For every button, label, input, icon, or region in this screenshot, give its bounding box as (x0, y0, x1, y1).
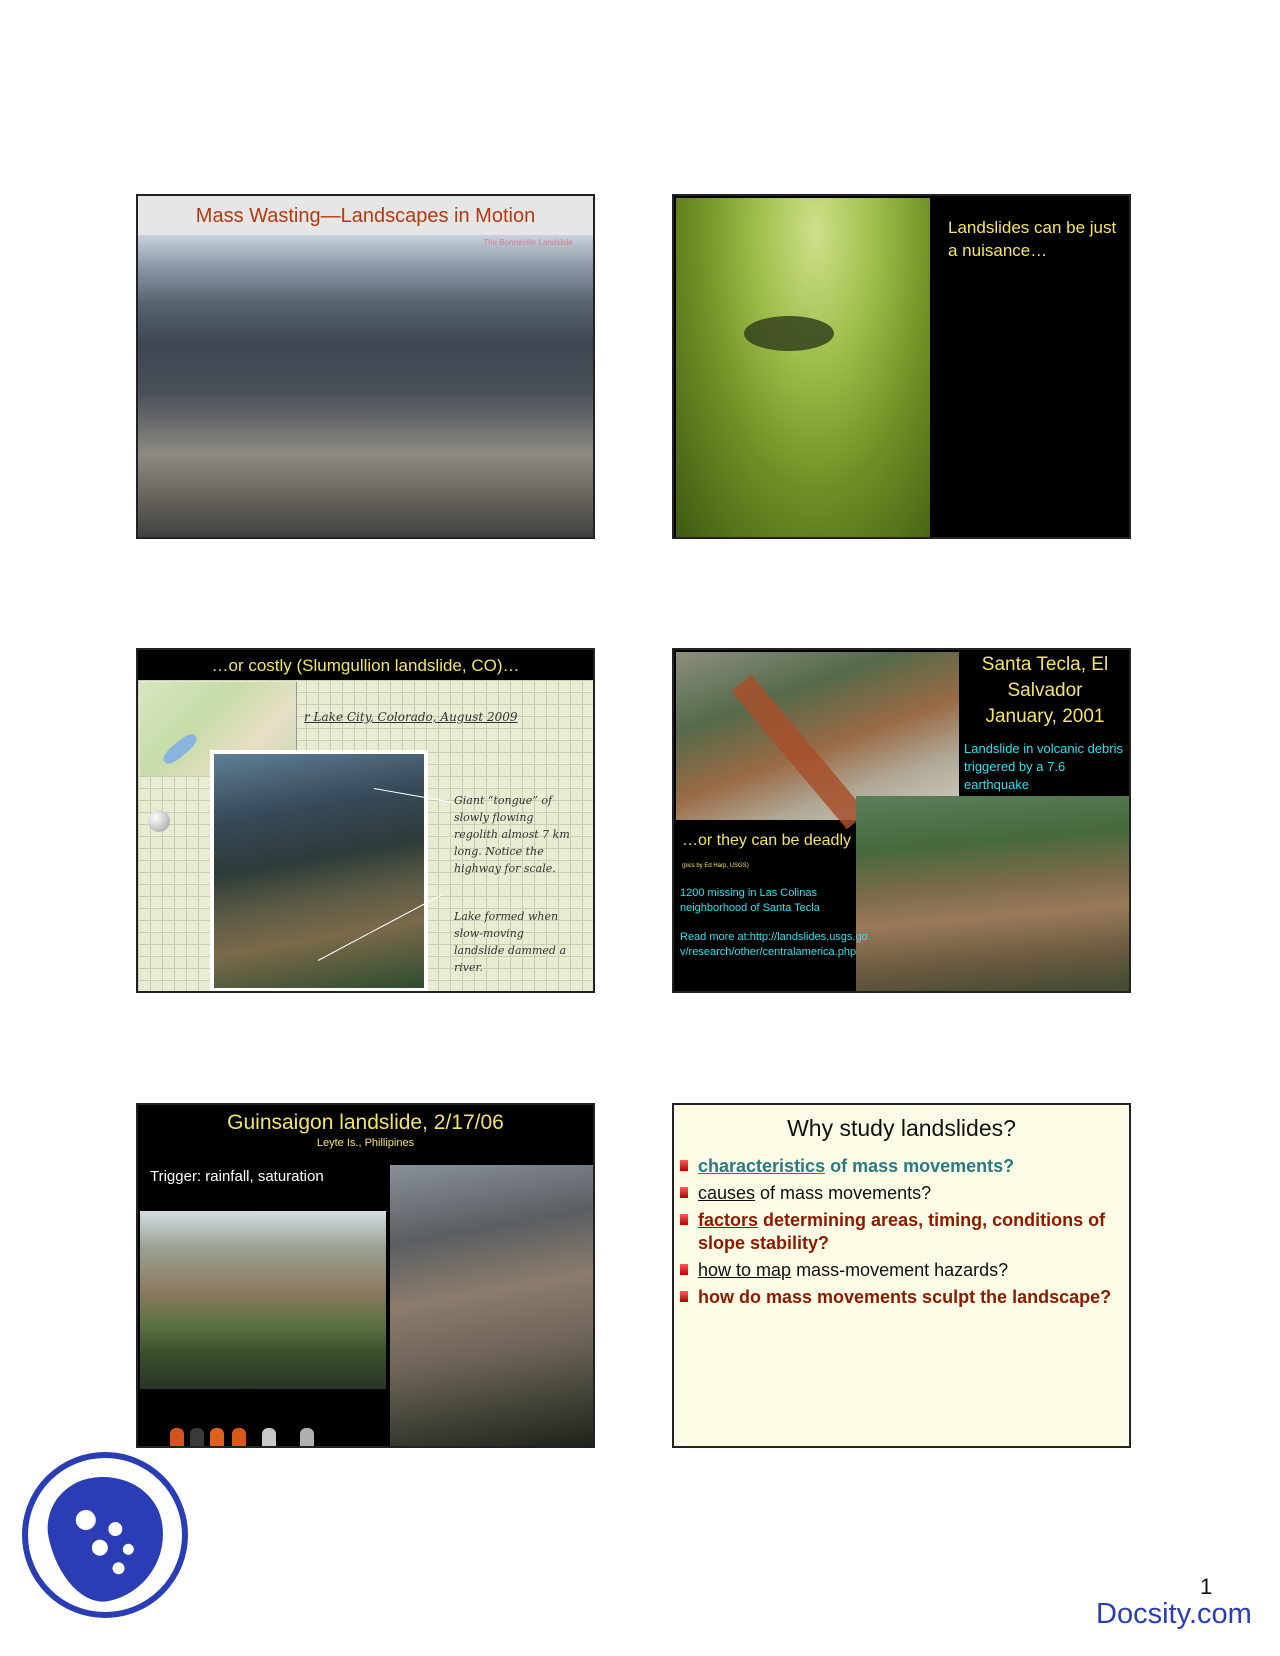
landslide-streak (731, 675, 867, 830)
people-group (170, 1426, 320, 1448)
aerial-landslide-photo (138, 235, 593, 539)
deadly-caption (682, 830, 862, 877)
bullet-icon (680, 1214, 688, 1225)
slide-nuisance (672, 194, 1131, 539)
docsity-logo-icon[interactable] (22, 1452, 188, 1618)
list-item (678, 1182, 1118, 1205)
bullet-icon (680, 1264, 688, 1275)
slide-santa-tecla (672, 648, 1131, 993)
pushpin-icon (148, 810, 170, 832)
photo-credit: The Bonneville Landslide (483, 238, 573, 247)
list-text: determining areas, timing, conditions of slope stability? (698, 1210, 1106, 1253)
trigger-caption: Trigger: rainfall, saturation (150, 1168, 324, 1185)
guinsaigon-mountain-photo (390, 1165, 595, 1448)
list-link[interactable]: how to map (698, 1260, 792, 1280)
reasons-list (678, 1155, 1118, 1313)
slump-scar (744, 316, 834, 351)
deadly-text: …or they can be deadly (682, 832, 851, 849)
landslide-scarp-photo (856, 796, 1131, 993)
slide-title: …or costly (Slumgullion landslide, CO)… (211, 656, 520, 675)
date-title: January, 2001 (985, 706, 1105, 727)
list-link[interactable]: causes (698, 1183, 756, 1203)
slide-text: Landslides can be just a nuisance… (948, 218, 1117, 260)
bullet-icon (680, 1187, 688, 1198)
slide-title: Mass Wasting—Landscapes in Motion (195, 205, 536, 227)
bullet-icon (680, 1160, 688, 1171)
handwritten-note-tongue: Giant “tongue” of slowly flowing regolith almost 7 km long. Notice the highway for scale. (454, 794, 570, 875)
list-item (678, 1286, 1118, 1309)
page-number: 1 (1200, 1574, 1213, 1599)
list-text: of mass movements? (755, 1183, 932, 1203)
bullet-icon (680, 1291, 688, 1302)
slide-subtitle: Leyte Is., Phillipines (316, 1137, 415, 1149)
slumgullion-aerial-photo (210, 750, 428, 992)
slide-title: Why study landslides? (787, 1115, 1016, 1141)
slide-title: Guinsaigon landslide, 2/17/06 (227, 1111, 504, 1134)
guinsaigon-people-photo (140, 1211, 386, 1389)
list-link[interactable]: characteristics (698, 1156, 826, 1176)
photo-credit: (pics by Ed Harp, USGS) (682, 863, 749, 869)
location-title: Santa Tecla, El Salvador (981, 654, 1109, 701)
docsity-brand-link[interactable]: Docsity.com (1096, 1598, 1252, 1630)
slide-why-study (672, 1103, 1131, 1448)
map-caption: r Lake City, Colorado, August 2009 (304, 710, 518, 724)
map-lake (160, 731, 200, 767)
missing-caption: 1200 missing in Las Colinas neighborhood of Santa Tecla (680, 887, 820, 914)
slide-slumgullion (136, 648, 595, 993)
list-item (678, 1259, 1118, 1282)
list-text: of mass movements? (825, 1156, 1015, 1176)
santa-tecla-aerial-photo (676, 652, 959, 820)
logo-blob (38, 1466, 175, 1611)
list-item (678, 1209, 1118, 1255)
list-text: how do mass movements sculpt the landscape? (698, 1287, 1112, 1307)
list-item (678, 1155, 1118, 1178)
slide-guinsaigon (136, 1103, 595, 1448)
slide-mass-wasting (136, 194, 595, 539)
list-text: mass-movement hazards? (791, 1260, 1009, 1280)
list-link[interactable]: factors (698, 1210, 759, 1230)
handwritten-note-lake: Lake formed when slow-moving landslide dammed a river. (454, 910, 566, 974)
slide-subcaption: Landslide in volcanic debris triggered by a 7.6 earthquake (964, 741, 1123, 792)
hillside-slump-photo (676, 198, 930, 537)
read-more-link[interactable]: Read more at:http://landslides.usgs.gov/research/other/centralamerica.php (680, 931, 868, 958)
